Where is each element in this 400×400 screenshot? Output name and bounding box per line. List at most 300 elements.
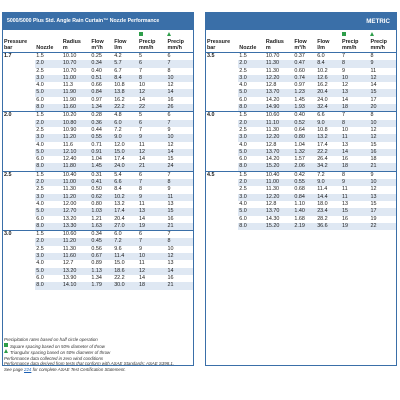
col-precip-square: Precip mm/h (136, 30, 165, 53)
pressure-cell: 3.0 (3, 231, 35, 239)
table-row (3, 156, 193, 163)
precip-square-cell: 13 (339, 89, 368, 96)
metric-label: METRIC (206, 13, 396, 30)
pressure-cell (3, 104, 35, 112)
precip-triangle-cell: 14 (367, 82, 396, 89)
pressure-cell (206, 163, 238, 171)
table-row (206, 60, 396, 67)
flow-lmin-cell: 16.2 (316, 82, 339, 89)
precip-square-cell: 7 (136, 127, 165, 134)
precip-square-cell: 13 (339, 142, 368, 149)
table-row (3, 208, 193, 215)
flow-lmin-cell: 6.0 (316, 53, 339, 61)
table-row (3, 231, 193, 239)
radius-cell: 10.20 (62, 112, 91, 120)
flow-m3h-cell: 0.56 (90, 246, 113, 253)
table-row (206, 156, 396, 163)
precip-triangle-cell: 15 (164, 208, 193, 215)
nozzle-cell: 6.0 (35, 156, 62, 163)
radius-cell: 12.10 (62, 149, 91, 156)
note-half-circle: Precipitation rates based on half circle operation (4, 337, 98, 342)
pressure-cell (3, 223, 35, 231)
square-spacing-icon (139, 32, 143, 36)
precip-triangle-cell: 7 (164, 120, 193, 127)
nozzle-cell: 2.5 (35, 68, 62, 75)
pressure-cell (206, 179, 238, 186)
table-row (3, 223, 193, 231)
col-flow-m3h: Flow m³/h (293, 30, 316, 53)
table-row (206, 75, 396, 82)
pressure-cell (206, 68, 238, 75)
triangle-spacing-icon (4, 349, 8, 353)
pressure-cell (206, 142, 238, 149)
flow-m3h-cell: 0.44 (90, 127, 113, 134)
radius-cell: 13.70 (265, 149, 294, 156)
radius-cell: 10.60 (62, 231, 91, 239)
note-certification: See page 224 for complete ASAE Test Certification Statement. (4, 366, 126, 372)
table-row (3, 149, 193, 156)
triangle-spacing-icon (167, 32, 171, 36)
flow-lmin-cell: 13.8 (113, 89, 136, 96)
flow-m3h-cell: 1.79 (90, 282, 113, 289)
flow-m3h-cell: 1.34 (90, 275, 113, 282)
radius-cell: 15.20 (265, 163, 294, 171)
flow-lmin-cell: 22.2 (113, 104, 136, 112)
precip-triangle-cell: 12 (367, 134, 396, 141)
radius-cell: 11.80 (62, 163, 91, 171)
flow-lmin-cell: 15.0 (113, 149, 136, 156)
pressure-cell (3, 149, 35, 156)
nozzle-cell: 1.5 (238, 53, 265, 61)
nozzle-cell: 6.0 (35, 216, 62, 223)
nozzle-cell: 8.0 (238, 223, 265, 230)
precip-triangle-cell: 8 (367, 112, 396, 120)
flow-lmin-cell: 10.2 (113, 194, 136, 201)
pressure-cell: 4.5 (206, 171, 238, 179)
pressure-cell: 3.5 (206, 53, 238, 61)
col-flow-lmin: Flow l/m (113, 30, 136, 53)
triangle-spacing-icon (370, 32, 374, 36)
flow-m3h-cell: 0.25 (90, 53, 113, 61)
flow-lmin-cell: 26.4 (316, 156, 339, 163)
precip-triangle-cell: 11 (367, 68, 396, 75)
flow-m3h-cell: 1.21 (90, 216, 113, 223)
radius-cell: 12.40 (62, 156, 91, 163)
radius-cell: 11.60 (62, 104, 91, 112)
radius-cell: 14.10 (62, 282, 91, 289)
table-row (3, 163, 193, 171)
precip-triangle-cell: 9 (367, 60, 396, 67)
radius-cell: 11.20 (62, 134, 91, 141)
pressure-cell (206, 97, 238, 104)
flow-lmin-cell: 6.6 (113, 179, 136, 186)
precip-square-cell: 7 (339, 112, 368, 120)
flow-lmin-cell: 18.0 (316, 201, 339, 208)
radius-cell: 11.20 (62, 238, 91, 245)
nozzle-cell: 8.0 (238, 104, 265, 112)
precip-square-cell: 14 (136, 275, 165, 282)
pressure-cell (3, 89, 35, 96)
flow-m3h-cell: 0.41 (90, 179, 113, 186)
nozzle-cell: 4.0 (238, 142, 265, 149)
flow-m3h-cell: 0.40 (293, 112, 316, 120)
precip-square-cell: 7 (136, 238, 165, 245)
precip-square-cell: 9 (339, 68, 368, 75)
nozzle-cell: 3.0 (35, 134, 62, 141)
radius-cell: 10.60 (265, 112, 294, 120)
flow-lmin-cell: 8.4 (113, 75, 136, 82)
flow-lmin-cell: 23.4 (316, 208, 339, 215)
pressure-cell (206, 75, 238, 82)
precip-triangle-cell: 14 (164, 268, 193, 275)
nozzle-cell: 6.0 (238, 156, 265, 163)
nozzle-cell: 1.5 (238, 171, 265, 179)
nozzle-cell: 8.0 (35, 163, 62, 171)
precip-triangle-cell: 10 (164, 246, 193, 253)
flow-lmin-cell: 24.0 (113, 163, 136, 171)
flow-lmin-cell: 17.4 (113, 208, 136, 215)
radius-cell: 11.30 (62, 186, 91, 193)
precip-triangle-cell: 6 (164, 112, 193, 120)
flow-lmin-cell: 16.2 (113, 97, 136, 104)
flow-m3h-cell: 0.97 (293, 82, 316, 89)
precip-square-cell: 11 (339, 134, 368, 141)
precip-square-cell: 14 (136, 97, 165, 104)
flow-lmin-cell: 11.4 (113, 253, 136, 260)
precip-triangle-cell: 12 (164, 253, 193, 260)
pressure-cell (3, 120, 35, 127)
flow-lmin-cell: 4.2 (113, 53, 136, 61)
flow-m3h-cell: 1.68 (293, 216, 316, 223)
precip-triangle-cell: 12 (367, 75, 396, 82)
nozzle-cell: 3.0 (35, 194, 62, 201)
pressure-cell: 2.0 (3, 112, 35, 120)
radius-cell: 10.80 (62, 120, 91, 127)
table-row (206, 68, 396, 75)
flow-m3h-cell: 0.51 (90, 75, 113, 82)
square-spacing-icon (342, 32, 346, 36)
table-row (206, 149, 396, 156)
radius-cell: 11.00 (62, 179, 91, 186)
precip-triangle-cell: 12 (367, 186, 396, 193)
pressure-cell (3, 186, 35, 193)
nozzle-cell: 4.0 (35, 260, 62, 267)
table-row (3, 194, 193, 201)
precip-triangle-cell: 24 (164, 163, 193, 171)
radius-cell: 12.20 (265, 194, 294, 201)
performance-table-left (2, 12, 194, 366)
pressure-cell (3, 275, 35, 282)
precip-square-cell: 11 (136, 260, 165, 267)
precip-triangle-cell: 12 (164, 82, 193, 89)
flow-lmin-cell: 11.4 (316, 186, 339, 193)
precip-triangle-cell: 12 (164, 142, 193, 149)
nozzle-cell: 6.0 (35, 97, 62, 104)
precip-triangle-cell: 19 (367, 216, 396, 223)
radius-cell: 11.00 (265, 179, 294, 186)
precip-triangle-cell: 8 (164, 179, 193, 186)
flow-lmin-cell: 22.2 (113, 275, 136, 282)
radius-cell: 12.20 (265, 134, 294, 141)
nozzle-cell: 3.0 (35, 75, 62, 82)
pressure-cell (206, 104, 238, 112)
nozzle-cell: 1.5 (238, 112, 265, 120)
flow-m3h-cell: 1.45 (90, 163, 113, 171)
flow-m3h-cell: 0.55 (90, 134, 113, 141)
table-row (206, 112, 396, 120)
nozzle-table (206, 30, 396, 230)
precip-triangle-cell: 15 (367, 89, 396, 96)
flow-lmin-cell: 4.8 (113, 112, 136, 120)
precip-triangle-cell: 15 (367, 142, 396, 149)
precip-triangle-cell: 16 (164, 97, 193, 104)
col-radius: Radius m (62, 30, 91, 53)
pressure-cell (3, 127, 35, 134)
flow-lmin-cell: 9.0 (316, 179, 339, 186)
flow-m3h-cell: 0.55 (293, 179, 316, 186)
precip-square-cell: 14 (339, 149, 368, 156)
flow-lmin-cell: 13.2 (113, 201, 136, 208)
precip-square-cell: 19 (339, 223, 368, 230)
header-row (3, 30, 193, 53)
flow-lmin-cell: 14.4 (316, 194, 339, 201)
precip-square-cell: 19 (136, 223, 165, 231)
flow-m3h-cell: 1.32 (293, 149, 316, 156)
table-row (206, 179, 396, 186)
precip-square-cell: 7 (136, 179, 165, 186)
nozzle-cell: 2.5 (238, 127, 265, 134)
pressure-cell (206, 186, 238, 193)
precip-triangle-cell: 16 (164, 216, 193, 223)
nozzle-cell: 2.0 (238, 120, 265, 127)
flow-m3h-cell: 1.04 (90, 156, 113, 163)
nozzle-cell: 3.0 (238, 194, 265, 201)
precip-square-cell: 11 (136, 142, 165, 149)
table-row (3, 282, 193, 289)
pressure-cell (3, 282, 35, 289)
page-link[interactable]: 224 (24, 366, 32, 372)
radius-cell: 14.20 (265, 97, 294, 104)
flow-lmin-cell: 9.0 (316, 120, 339, 127)
flow-m3h-cell: 0.28 (90, 112, 113, 120)
radius-cell: 12.8 (265, 142, 294, 149)
pressure-cell (3, 156, 35, 163)
note-triangle-spacing: Triangular spacing based on 50% diameter of throw (4, 349, 394, 356)
flow-lmin-cell: 24.0 (316, 97, 339, 104)
precip-triangle-cell: 7 (164, 60, 193, 67)
col-pressure: Pressure bar (206, 30, 238, 53)
radius-cell: 11.10 (265, 120, 294, 127)
precip-triangle-cell: 8 (367, 53, 396, 61)
pressure-cell (3, 216, 35, 223)
precip-square-cell: 11 (339, 194, 368, 201)
radius-cell: 11.30 (265, 68, 294, 75)
pressure-cell (3, 194, 35, 201)
pressure-cell (206, 156, 238, 163)
pressure-cell (3, 260, 35, 267)
flow-m3h-cell: 1.40 (293, 208, 316, 215)
header-row (206, 30, 396, 53)
nozzle-cell: 8.0 (238, 163, 265, 171)
table-row (206, 53, 396, 61)
radius-cell: 11.90 (62, 97, 91, 104)
pressure-cell (3, 142, 35, 149)
col-nozzle: Nozzle (238, 30, 265, 53)
precip-square-cell: 8 (136, 75, 165, 82)
flow-m3h-cell: 0.37 (293, 53, 316, 61)
table-row (3, 201, 193, 208)
table-row (206, 127, 396, 134)
radius-cell: 10.40 (62, 171, 91, 179)
precip-square-cell: 11 (339, 186, 368, 193)
nozzle-cell: 3.0 (35, 253, 62, 260)
nozzle-cell: 5.0 (238, 89, 265, 96)
footnotes (4, 337, 394, 373)
flow-lmin-cell: 9.0 (113, 134, 136, 141)
precip-triangle-cell: 10 (367, 120, 396, 127)
flow-lmin-cell: 12.0 (113, 142, 136, 149)
table-row (3, 179, 193, 186)
precip-triangle-cell: 18 (367, 156, 396, 163)
flow-lmin-cell: 6.0 (113, 231, 136, 239)
table-row (3, 253, 193, 260)
nozzle-cell: 1.5 (35, 231, 62, 239)
precip-square-cell: 12 (136, 89, 165, 96)
table-row (3, 112, 193, 120)
pressure-cell: 1.7 (3, 53, 35, 61)
table-row (206, 171, 396, 179)
flow-m3h-cell: 0.50 (90, 186, 113, 193)
nozzle-cell: 2.0 (35, 179, 62, 186)
note-asae-standards: Performance data derived from tests that conform with ASAE Standards; ASAE S398.1. (4, 361, 175, 367)
pressure-cell (3, 82, 35, 89)
flow-m3h-cell: 2.06 (293, 163, 316, 171)
flow-lmin-cell: 10.2 (316, 68, 339, 75)
radius-cell: 11.90 (62, 89, 91, 96)
flow-m3h-cell: 0.74 (293, 75, 316, 82)
nozzle-cell: 2.0 (35, 60, 62, 67)
radius-cell: 10.10 (62, 53, 91, 61)
precip-square-cell: 14 (136, 156, 165, 163)
flow-lmin-cell: 10.8 (316, 127, 339, 134)
precip-triangle-cell: 7 (164, 231, 193, 239)
pressure-cell (3, 201, 35, 208)
flow-m3h-cell: 1.10 (293, 201, 316, 208)
col-precip-square: Precip mm/h (339, 30, 368, 53)
radius-cell: 12.7 (62, 260, 91, 267)
nozzle-cell: 2.0 (238, 60, 265, 67)
pressure-cell: 2.5 (3, 171, 35, 179)
radius-cell: 12.70 (62, 208, 91, 215)
table-row (3, 68, 193, 75)
precip-triangle-cell: 13 (367, 194, 396, 201)
radius-cell: 10.40 (265, 171, 294, 179)
flow-lmin-cell: 36.6 (316, 223, 339, 230)
nozzle-cell: 6.0 (238, 97, 265, 104)
radius-cell: 14.90 (265, 104, 294, 112)
precip-triangle-cell: 16 (367, 149, 396, 156)
table-row (206, 201, 396, 208)
nozzle-cell: 2.5 (35, 127, 62, 134)
precip-triangle-cell: 9 (367, 171, 396, 179)
flow-m3h-cell: 0.42 (293, 171, 316, 179)
radius-cell: 10.70 (62, 60, 91, 67)
flow-lmin-cell: 17.4 (316, 142, 339, 149)
table-row (3, 216, 193, 223)
nozzle-cell: 2.5 (35, 186, 62, 193)
table-row (3, 89, 193, 96)
pressure-cell (206, 82, 238, 89)
table-row (206, 194, 396, 201)
pressure-cell (206, 120, 238, 127)
precip-square-cell: 8 (339, 60, 368, 67)
flow-m3h-cell: 0.84 (90, 89, 113, 96)
precip-triangle-cell: 15 (164, 156, 193, 163)
precip-triangle-cell: 12 (367, 127, 396, 134)
flow-m3h-cell: 0.47 (293, 60, 316, 67)
nozzle-cell: 5.0 (35, 268, 62, 275)
pressure-cell (3, 246, 35, 253)
table-row (206, 120, 396, 127)
precip-square-cell: 13 (339, 201, 368, 208)
nozzle-cell: 8.0 (35, 282, 62, 289)
radius-cell: 10.90 (62, 127, 91, 134)
radius-cell: 10.70 (62, 68, 91, 75)
nozzle-cell: 5.0 (35, 208, 62, 215)
precip-triangle-cell: 9 (164, 127, 193, 134)
pressure-cell (206, 208, 238, 215)
nozzle-cell: 2.5 (35, 246, 62, 253)
flow-lmin-cell: 34.2 (316, 163, 339, 171)
precip-triangle-cell: 21 (367, 163, 396, 171)
nozzle-cell: 5.0 (238, 149, 265, 156)
table-row (3, 82, 193, 89)
radius-cell: 12.20 (265, 75, 294, 82)
flow-m3h-cell: 0.71 (90, 142, 113, 149)
pressure-cell (206, 149, 238, 156)
radius-cell: 11.30 (62, 246, 91, 253)
precip-square-cell: 9 (136, 246, 165, 253)
nozzle-cell: 4.0 (35, 201, 62, 208)
precip-square-cell: 9 (339, 179, 368, 186)
flow-lmin-cell: 15.0 (113, 260, 136, 267)
table-row (206, 208, 396, 215)
flow-m3h-cell: 0.67 (90, 253, 113, 260)
precip-square-cell: 21 (136, 163, 165, 171)
radius-cell: 14.30 (265, 216, 294, 223)
nozzle-cell: 5.0 (35, 149, 62, 156)
radius-cell: 11.30 (265, 127, 294, 134)
radius-cell: 10.70 (265, 53, 294, 61)
precip-square-cell: 9 (136, 194, 165, 201)
precip-square-cell: 18 (136, 282, 165, 289)
radius-cell: 13.90 (62, 275, 91, 282)
flow-m3h-cell: 0.66 (90, 82, 113, 89)
precip-triangle-cell: 16 (164, 275, 193, 282)
pressure-cell (3, 253, 35, 260)
pressure-cell (3, 179, 35, 186)
table-row (206, 163, 396, 171)
flow-m3h-cell: 0.36 (90, 120, 113, 127)
table-row (206, 89, 396, 96)
radius-cell: 11.30 (265, 186, 294, 193)
flow-lmin-cell: 7.2 (316, 171, 339, 179)
nozzle-cell: 5.0 (35, 89, 62, 96)
flow-m3h-cell: 0.84 (293, 194, 316, 201)
flow-lmin-cell: 6.0 (113, 120, 136, 127)
radius-cell: 11.6 (62, 142, 91, 149)
radius-cell: 12.8 (265, 82, 294, 89)
